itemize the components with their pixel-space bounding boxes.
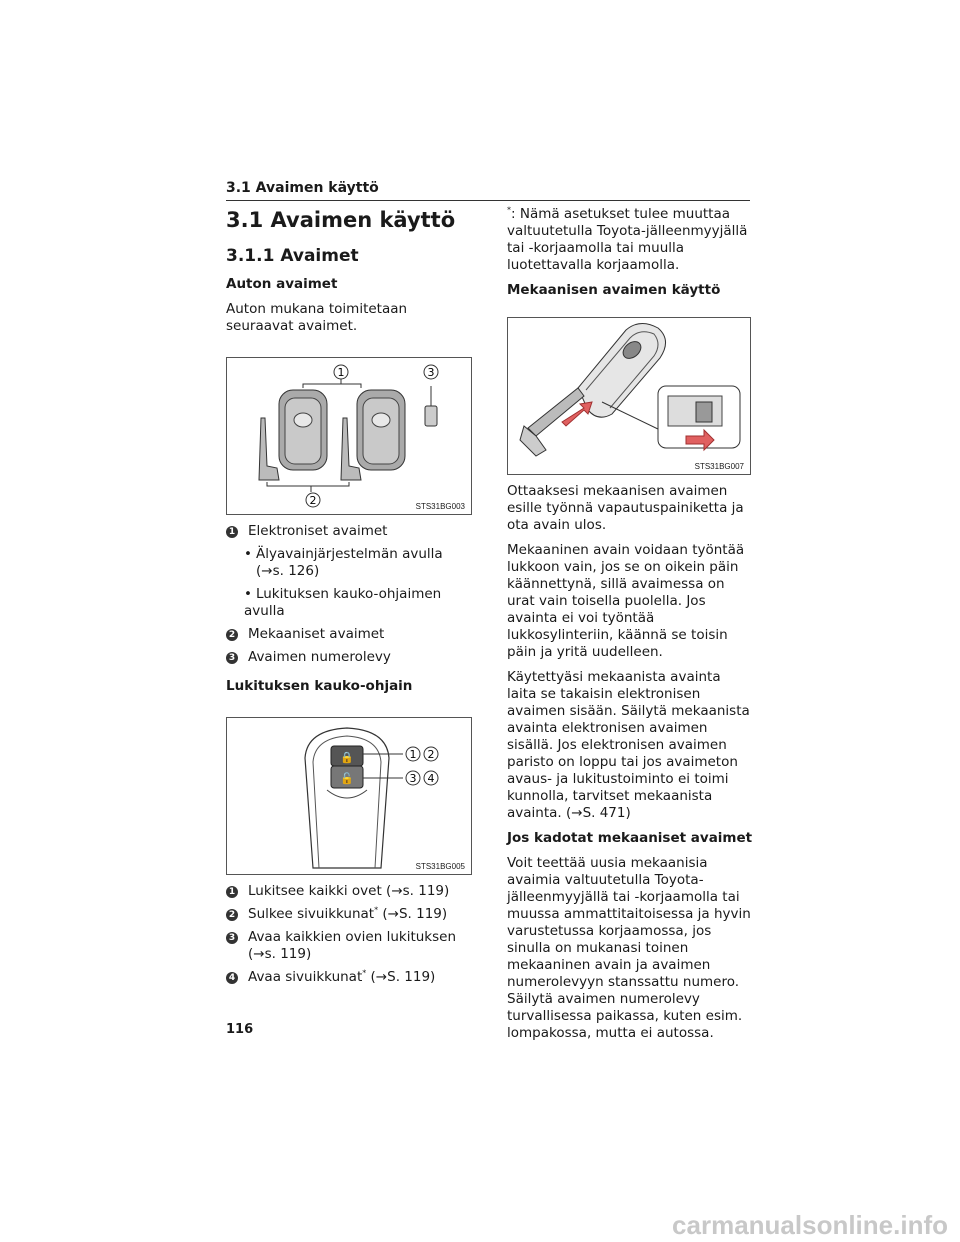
page-number: 116 bbox=[226, 1022, 254, 1037]
marker-1: 1 bbox=[226, 886, 238, 898]
fig2-label-2: 2 bbox=[427, 748, 435, 761]
figure-mechanical-key bbox=[507, 317, 751, 475]
fig2-label-3: 3 bbox=[409, 772, 417, 785]
list-subitem: • Älyavainjärjestelmän avulla (→s. 126) bbox=[244, 546, 443, 579]
heading-lukituksen-kauko-ohjain: Lukituksen kauko-ohjain bbox=[226, 678, 413, 694]
paragraph: Ottaaksesi mekaanisen avaimen esille työnnä vapautuspainiketta ja ota avain ulos. bbox=[507, 483, 744, 533]
marker-3: 3 bbox=[226, 932, 238, 944]
footnote: *: Nämä asetukset tulee muuttaa valtuutetulla Toyota-jälleenmyyjällä tai -korjaamolla tai muulla luotettavalla korjaamolla. bbox=[507, 205, 748, 273]
fig2-label-1: 1 bbox=[409, 748, 417, 761]
left-column bbox=[226, 208, 472, 992]
list-item: 2 Sulkee sivuikkunat* (→S. 119) bbox=[226, 906, 472, 923]
marker-2: 2 bbox=[226, 909, 238, 921]
fig1-label-3: 3 bbox=[427, 366, 435, 379]
running-header-title: 3.1 Avaimen käyttö bbox=[226, 180, 379, 196]
unlock-icon: 🔓 bbox=[340, 772, 354, 785]
footnote-star: * bbox=[374, 905, 379, 915]
list-item: 1 Lukitsee kaikki ovet (→s. 119) bbox=[226, 883, 472, 900]
figure-code: STS31BG003 bbox=[415, 502, 465, 511]
marker-4: 4 bbox=[226, 972, 238, 984]
list-item: 2 Mekaaniset avaimet bbox=[226, 626, 472, 643]
running-header bbox=[226, 180, 750, 196]
marker-1: 1 bbox=[226, 526, 238, 538]
heading-jos-kadotat: Jos kadotat mekaaniset avaimet bbox=[507, 830, 753, 846]
marker-3: 3 bbox=[226, 652, 238, 664]
lock-icon: 🔒 bbox=[340, 751, 354, 764]
section-heading: 3.1 Avaimen käyttö bbox=[226, 208, 456, 232]
remote-illustration bbox=[227, 718, 471, 874]
subsection-heading: 3.1.1 Avaimet bbox=[226, 246, 359, 266]
paragraph: Mekaaninen avain voidaan työntää lukkoon vain, jos se on oikein päin käännettynä, sillä avaimessa on urat vain toisella puolella. Jos avainta ei voi työntää lukkosylinteriin, käännä se toisin päin ja yritä uudelleen. bbox=[507, 542, 745, 660]
list-item: 4 Avaa sivuikkunat* (→S. 119) bbox=[226, 969, 472, 986]
fig1-label-1: 1 bbox=[337, 366, 345, 379]
watermark: carmanualsonline.info bbox=[672, 1210, 948, 1240]
list-item: 3 Avaimen numerolevy bbox=[226, 649, 472, 666]
footnote-star: * bbox=[507, 205, 511, 215]
keys-illustration bbox=[227, 358, 471, 514]
footnote-star: * bbox=[362, 968, 367, 978]
list-item: 1 Elektroniset avaimet bbox=[226, 523, 472, 540]
right-column bbox=[507, 206, 753, 1050]
intro-paragraph: Auton mukana toimitetaan seuraavat avaimet. bbox=[226, 301, 408, 334]
fig2-label-4: 4 bbox=[427, 772, 435, 785]
list-item: 3 Avaa kaikkien ovien lukituksen (→s. 119) bbox=[226, 929, 472, 963]
fig1-label-2: 2 bbox=[309, 494, 317, 507]
figure-code: STS31BG007 bbox=[694, 462, 744, 471]
figure-remote bbox=[226, 717, 472, 875]
mechanical-key-illustration bbox=[508, 318, 750, 474]
heading-auton-avaimet: Auton avaimet bbox=[226, 276, 338, 292]
figure-keys bbox=[226, 357, 472, 515]
paragraph: Voit teettää uusia mekaanisia avaimia valtuutetulla Toyota-jälleenmyyjällä tai -korjaamolla tai muussa ammattitaitoisessa ja hyvin varustetussa korjaamossa, jos sinulla on mukanasi toinen mekaaninen avain ja avaimen numerolevyyn stanssattu numero. Säilytä avaimen numerolevy turvallisessa paikassa, kuten esim. lompakossa, mutta ei autossa. bbox=[507, 855, 751, 1041]
marker-2: 2 bbox=[226, 629, 238, 641]
figure-code: STS31BG005 bbox=[415, 862, 465, 871]
paragraph: Käytettyäsi mekaanista avainta laita se takaisin elektronisen avaimen sisään. Säilytä mekaanista avainta elektronisen avaimen sisällä. Jos elektronisen avaimen paristo on loppu tai jos avaimeton avaus- ja lukitustoiminto ei toimi kunnolla, tarvitset mekaanista avainta. (→S. 471) bbox=[507, 669, 750, 821]
list-subitem: • Lukituksen kauko-ohjaimen avulla bbox=[244, 586, 442, 619]
heading-mekaanisen-avaimen-kaytto: Mekaanisen avaimen käyttö bbox=[507, 282, 721, 298]
header-rule bbox=[226, 200, 750, 201]
